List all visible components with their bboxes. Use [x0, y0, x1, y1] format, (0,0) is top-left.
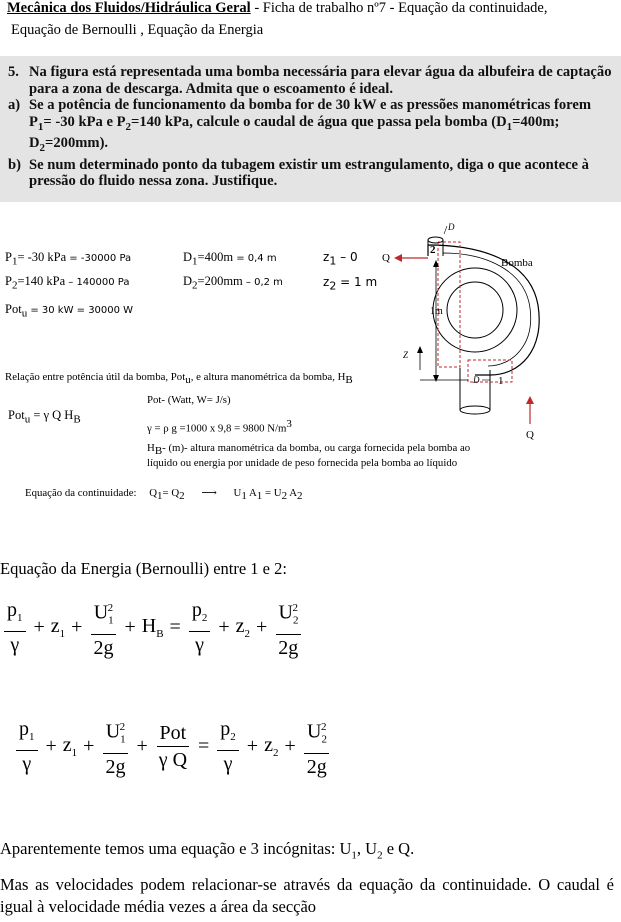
continuity-note: Equação da continuidade: $Q_1= Q_2$ ⟶ $U_1$ $A_1 = U_2$ $A_2$	[25, 487, 303, 503]
given-pot: Pot$_u$ = 30 kW = 30000 W	[5, 302, 134, 320]
course-title: Mecânica dos Fluidos/Hidráulica Geral	[7, 0, 251, 16]
d1-handwritten: = 0,4 m	[236, 253, 277, 264]
given-z2: $z_2 = 1$ m	[323, 275, 378, 293]
part-a-text: Se a potência de funcionamento da bomba for de 30 kW e as pressões manométricas forem $P_1= -30$ kPa e $P_2=140$ kPa, calcule o caudal de água que passa pela bomba ($D_1=400m$; $D_2=200mm$).	[29, 97, 591, 155]
document-header	[7, 0, 548, 17]
fig-d2: D	[448, 222, 455, 232]
fig-height-label: 1m	[430, 306, 443, 317]
given-p1: $P_1= -30$ kPa = -30000 Pa	[5, 250, 132, 268]
d2-handwritten: – 0,2 m	[245, 277, 283, 288]
unknowns-paragraph: Aparentemente temos uma equação e 3 incógnitas: $U_1$, $U_2$ e Q.	[0, 839, 415, 862]
pump-figure	[380, 220, 615, 445]
hb-def: $H_B-$ (m)- altura manométrica da bomba, ou carga fornecida pela bomba ao	[147, 442, 471, 458]
bernoulli-equation: $\frac{p_1}{\gamma}$ + $z_1$ + $\frac{U_1^2}{2g}$ + $H_B$ = $\frac{p_2}{\gamma}$ + $z_2$ + $\frac{U_2^2}{2g}$	[2, 597, 303, 659]
p2-handwritten: – 140000 Pa	[68, 277, 130, 288]
gamma-def: γ = ρ g =1000 x 9,8 = 9800 $N/m^3$	[147, 418, 292, 435]
part-b-text: Se num determinado ponto da tubagem existir um estrangulamento, diga o que acontece à pressão do fluido nessa zona. Justifique.	[29, 156, 589, 190]
given-z1: $z_1 - 0$	[323, 250, 358, 268]
worksheet-title: - Ficha de trabalho nº7 - Equação da continuidade,	[250, 0, 548, 16]
power-unit-def: Pot- (Watt, W= J/s)	[147, 394, 231, 406]
given-d1: $D_1=400m = 0,4$ m	[183, 250, 277, 268]
continuity-paragraph: Mas as velocidades podem relacionar-se através da equação da continuidade. O caudal é igual à velocidade média vezes a área da secção	[0, 875, 614, 916]
energy-heading: Equação da Energia (Bernoulli) entre 1 e 2:	[0, 559, 287, 578]
fig-q-top: Q	[382, 252, 390, 264]
power-formula: Pot$_u$ = γ Q $H_B$	[8, 408, 81, 426]
question-intro: Na figura está representada uma bomba necessária para elevar água da albufeira de captação para a zona de descarga. Admita que o escoamento é ideal.	[29, 64, 612, 97]
power-relation-note: Relação entre potência útil da bomba, Pot$_u$, e altura manométrica da bomba, $H_B$	[5, 371, 353, 387]
fig-point-1: 1	[498, 375, 504, 387]
fig-z-label: Z	[403, 350, 409, 360]
pot-handwritten: = 30 kW = 30000 W	[30, 305, 134, 316]
fig-d1: D	[473, 375, 480, 385]
impeller-inner	[447, 282, 503, 338]
part-a-label: a)	[8, 97, 21, 114]
part-b-label: b)	[8, 156, 21, 173]
fig-point-2: 2	[430, 244, 436, 256]
fig-q-bottom: Q	[526, 429, 534, 441]
question-number: 5.	[8, 64, 19, 80]
p1-handwritten: = -30000 Pa	[69, 253, 132, 264]
header-subtitle: Equação de Bernoulli , Equação da Energia	[11, 22, 264, 38]
energy-equation-with-power: $\frac{p_1}{\gamma}$ + $z_1$ + $\frac{U_1^2}{2g}$ + $\frac{\text{Pot}}{\text{γ Q}}$ = $\frac{p_2}{\gamma}$ + $z_2$ + $\frac{U_2^2}{2g}$	[14, 716, 332, 778]
given-p2: $P_2=140$ kPa – 140000 Pa	[5, 274, 130, 292]
hb-def-cont: líquido ou energia por unidade de peso fornecida pela bomba ao líquido	[147, 457, 458, 469]
given-d2: $D_2=200mm - 0,2$ m	[183, 274, 283, 292]
question-5	[8, 64, 614, 190]
impeller-outer	[433, 268, 517, 352]
fig-pump-label: Bomba	[501, 257, 533, 269]
